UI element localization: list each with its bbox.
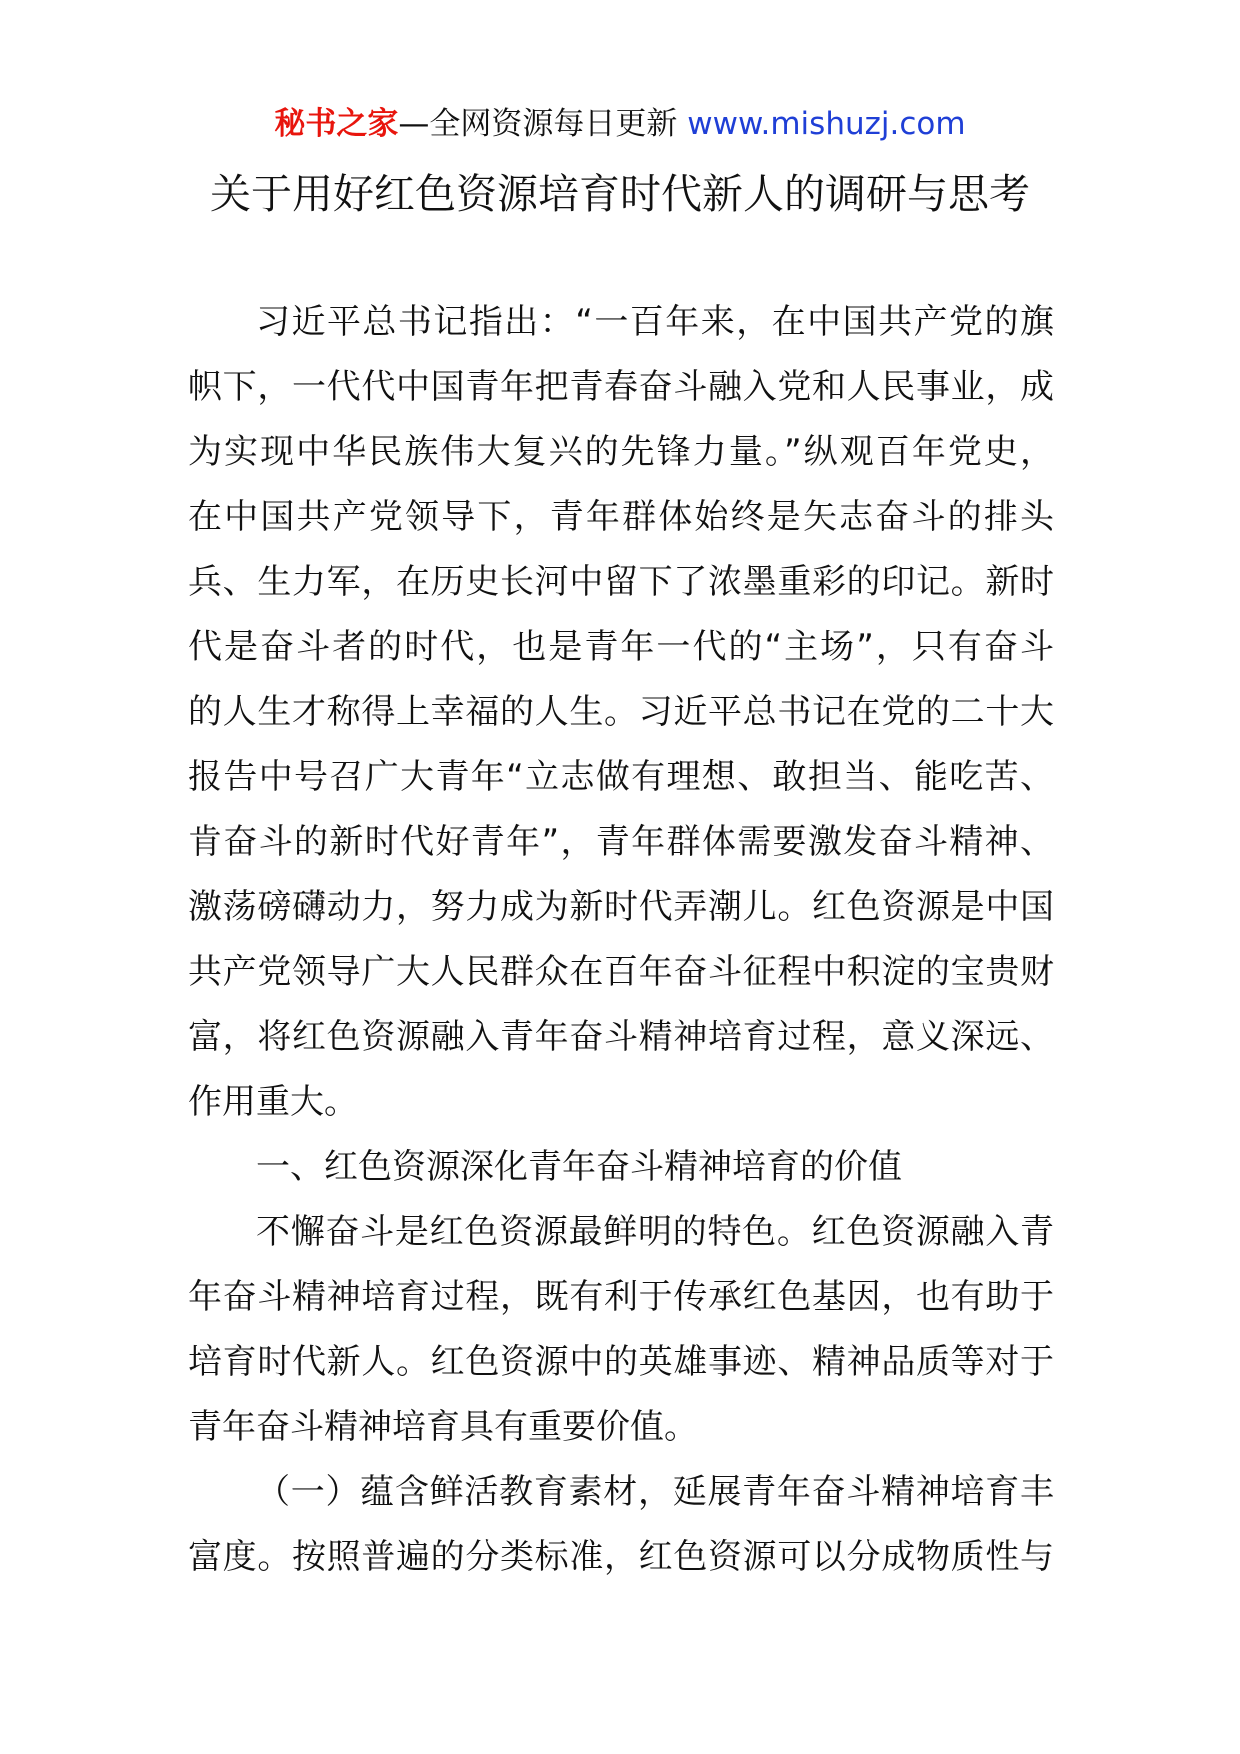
body-line: 不懈奋斗是红色资源最鲜明的特色。红色资源融入青 <box>256 1212 1054 1252</box>
body-line: 共产党领导广大人民群众在百年奋斗征程中积淀的宝贵财 <box>188 952 1054 992</box>
body-line: 培育时代新人。红色资源中的英雄事迹、精神品质等对于 <box>188 1342 1054 1382</box>
site-url-link[interactable]: www.mishuzj.com <box>687 106 966 142</box>
body-line: 在中国共产党领导下，青年群体始终是矢志奋斗的排头 <box>188 497 1054 537</box>
body-line: 富，将红色资源融入青年奋斗精神培育过程，意义深远、 <box>188 1017 1054 1057</box>
site-slogan: —全网资源每日更新 <box>398 106 678 142</box>
site-header <box>0 100 1240 148</box>
document-body <box>188 290 1054 1590</box>
body-line: 年奋斗精神培育过程，既有利于传承红色基因，也有助于 <box>188 1277 1054 1317</box>
body-line: 激荡磅礴动力，努力成为新时代弄潮儿。红色资源是中国 <box>188 887 1054 927</box>
body-line: 兵、生力军，在历史长河中留下了浓墨重彩的印记。新时 <box>188 562 1054 602</box>
section-heading: 一、红色资源深化青年奋斗精神培育的价值 <box>256 1147 902 1187</box>
body-line: 的人生才称得上幸福的人生。习近平总书记在党的二十大 <box>188 692 1054 732</box>
document-title: 关于用好红色资源培育时代新人的调研与思考 <box>210 170 1030 218</box>
body-line: 习近平总书记指出：“一百年来，在中国共产党的旗 <box>256 302 1054 342</box>
site-brand: 秘书之家 <box>274 106 399 142</box>
body-line: 报告中号召广大青年“立志做有理想、敢担当、能吃苦、 <box>188 757 1054 797</box>
body-line: 代是奋斗者的时代，也是青年一代的“主场”，只有奋斗 <box>188 627 1054 667</box>
body-line: 作用重大。 <box>188 1082 358 1122</box>
body-line: 帜下，一代代中国青年把青春奋斗融入党和人民事业，成 <box>188 367 1054 407</box>
body-line: 为实现中华民族伟大复兴的先锋力量。”纵观百年党史， <box>188 432 1054 472</box>
subsection-line: （一）蕴含鲜活教育素材，延展青年奋斗精神培育丰 <box>256 1472 1054 1512</box>
body-line: 青年奋斗精神培育具有重要价值。 <box>188 1407 698 1447</box>
body-line: 富度。按照普遍的分类标准，红色资源可以分成物质性与 <box>188 1537 1054 1577</box>
body-line: 肯奋斗的新时代好青年”，青年群体需要激发奋斗精神、 <box>188 822 1054 862</box>
